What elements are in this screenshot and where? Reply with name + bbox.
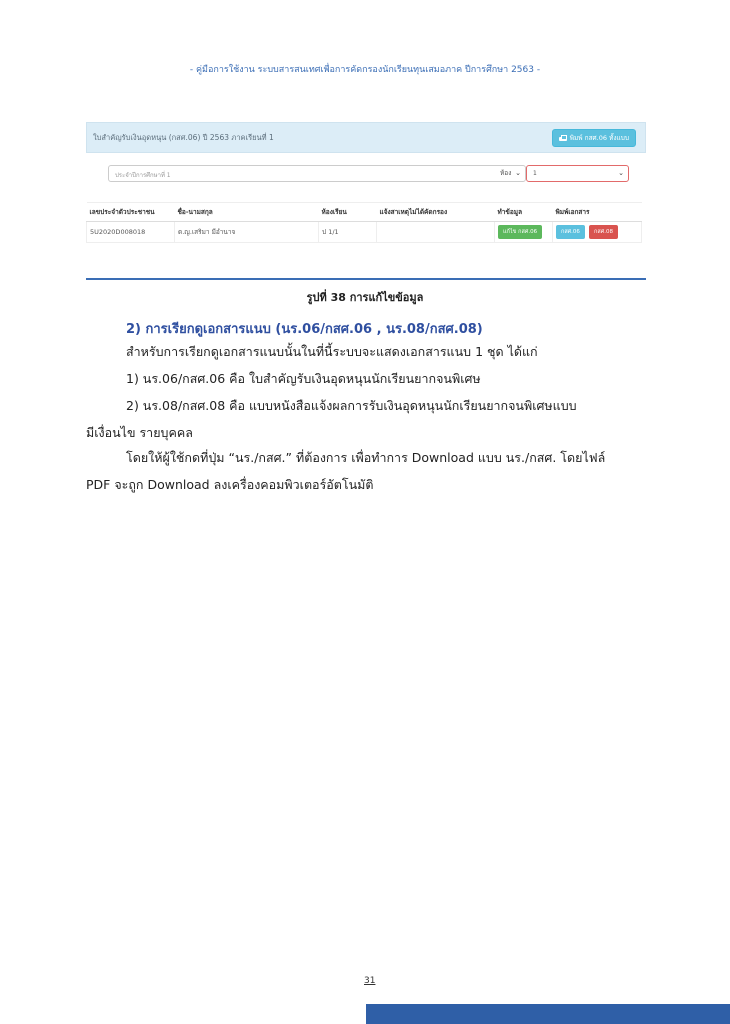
term-select-value: ประจำปีการศึกษาที่ 1 xyxy=(115,172,171,179)
col-header-reason: แจ้งสาเหตุไม่ได้คัดกรอง xyxy=(377,203,495,222)
print-form06-button[interactable]: กสศ.06 xyxy=(556,225,585,239)
col-header-room: ห้องเรียน xyxy=(319,203,377,222)
student-table xyxy=(86,202,642,243)
term-select[interactable] xyxy=(108,165,526,182)
footer-bar xyxy=(366,1004,730,1024)
col-header-name: ชื่อ-นามสกุล xyxy=(175,203,319,222)
page-number: 31 xyxy=(364,976,376,986)
cell-print xyxy=(553,222,642,243)
cell-name: ด.ญ.เสริมา มีอำนาจ xyxy=(175,222,319,243)
page-header: - คู่มือการใช้งาน ระบบสารสนเทศเพื่อการคัดกรองนักเรียนทุนเสมอภาค ปีการศึกษา 2563 - xyxy=(189,65,541,75)
paragraph-instruction-cont: PDF จะถูก Download ลงเครื่องคอมพิวเตอร์อัตโนมัติ xyxy=(86,477,374,492)
cell-id: 5U2020D008018 xyxy=(87,222,175,243)
print-all-label: พิมพ์ กสศ.06 ทั้งแบบ xyxy=(569,134,629,142)
cell-reason xyxy=(377,222,495,243)
paragraph-intro: สำหรับการเรียกดูเอกสารแนบนั้นในที่นี้ระบบจะแสดงเอกสารแนบ 1 ชุด ได้แก่ xyxy=(126,344,538,359)
chevron-down-icon: ⌄ xyxy=(618,169,624,177)
screenshot-figure xyxy=(86,122,646,247)
printer-icon xyxy=(559,135,567,142)
section-heading: 2) การเรียกดูเอกสารแนบ (นร.06/กสศ.06 , นร.08/กสศ.08) xyxy=(126,322,483,337)
col-header-print: พิมพ์เอกสาร xyxy=(553,203,642,222)
divider xyxy=(86,278,646,280)
table-header-row xyxy=(87,203,642,222)
panel-title: ใบสำคัญรับเงินอุดหนุน (กสศ.06) ปี 2563 ภาคเรียนที่ 1 xyxy=(93,133,274,142)
print-form08-button[interactable]: กสศ.08 xyxy=(589,225,618,239)
paragraph-item-2-cont: มีเงื่อนไข รายบุคคล xyxy=(86,425,193,440)
paragraph-instruction: โดยให้ผู้ใช้กดที่ปุ่ม “นร./กสศ.” ที่ต้องการ เพื่อทำการ Download แบบ นร./กสศ. โดยไฟล์ xyxy=(126,450,606,465)
figure-caption: รูปที่ 38 การแก้ไขข้อมูล xyxy=(306,291,424,304)
paragraph-item-2: 2) นร.08/กสศ.08 คือ แบบหนังสือแจ้งผลการรับเงินอุดหนุนนักเรียนยากจนพิเศษแบบ xyxy=(126,398,577,413)
paragraph-item-1: 1) นร.06/กสศ.06 คือ ใบสำคัญรับเงินอุดหนุนนักเรียนยากจนพิเศษ xyxy=(126,371,481,386)
table-row xyxy=(87,222,642,243)
panel-header xyxy=(86,122,646,153)
edit-form06-button[interactable]: แก้ไข กสศ.06 xyxy=(498,225,542,239)
room-select-value: 1 xyxy=(533,170,537,177)
col-header-id: เลขประจำตัวประชาชน xyxy=(87,203,175,222)
room-select[interactable] xyxy=(526,165,629,182)
col-header-edit: ทำข้อมูล xyxy=(495,203,553,222)
room-label: ห้อง xyxy=(500,169,512,177)
cell-room: ป 1/1 xyxy=(319,222,377,243)
cell-edit xyxy=(495,222,553,243)
print-all-button[interactable] xyxy=(552,129,636,147)
chevron-down-icon: ⌄ xyxy=(515,169,521,177)
